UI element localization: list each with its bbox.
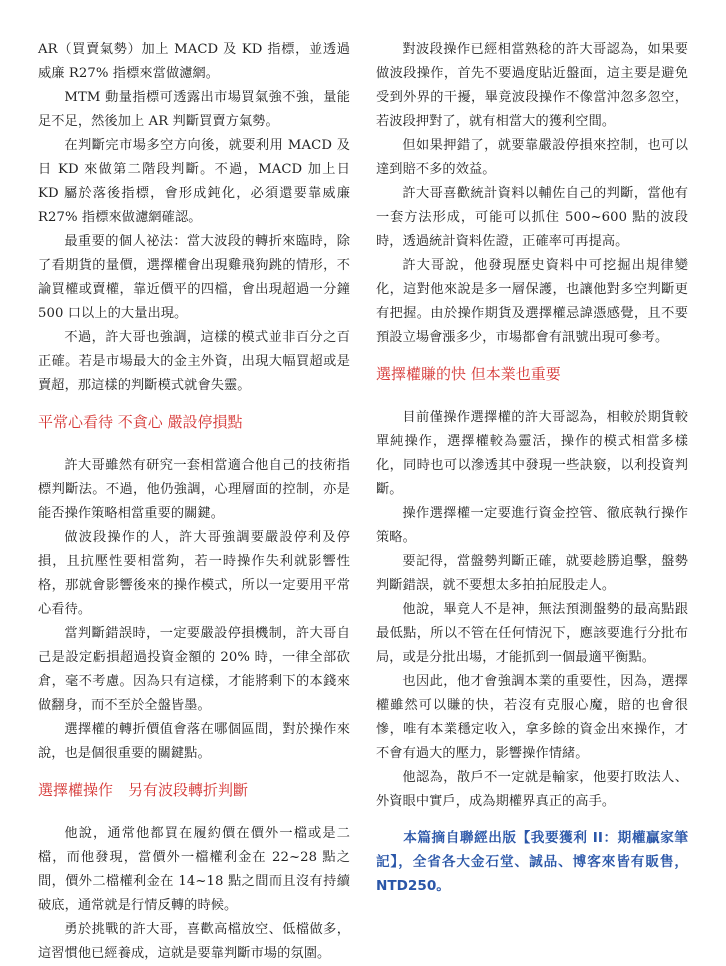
paragraph: MTM 動量指標可透露出市場買氣強不強，量能足不足，然後加上 AR 判斷買賣方氣勢。 bbox=[38, 90, 350, 129]
paragraph: 要記得，當盤勢判斷正確，就要趁勝追擊，盤勢判斷錯誤，就不要想太多拍拍屁股走人。 bbox=[376, 554, 688, 593]
section-heading-mindset: 平常心看待 不貪心 嚴設停損點 bbox=[38, 413, 243, 431]
paragraph: 他說，通常他都買在履約價在價外一檔或是二檔，而他發現，當價外一檔權利金在 22~28 點之間，價外二檔權利金在 14~18 點之間而且沒有持續破底，通常就是行情反轉的時候。 bbox=[38, 826, 350, 913]
section-heading-day-job: 選擇權賺的快 但本業也重要 bbox=[376, 365, 561, 383]
publisher-note: 本篇摘自聯經出版【我要獲利 II：期權贏家筆記】，全省各大金石堂、誠品、博客來皆有販售，NTD250。 bbox=[376, 830, 688, 894]
paragraph: 當判斷錯誤時，一定要嚴設停損機制，許大哥自己是設定虧損超過投資金額的 20% 時，一律全部砍倉，毫不考慮。因為只有這樣，才能將剩下的本錢來做翻身，而不至於全盤皆墨。 bbox=[38, 626, 350, 713]
paragraph: 不過，許大哥也強調，這樣的模式並非百分之百正確。若是市場最大的金主外資，出現大幅買超或是賣超，那這樣的判斷模式就會失靈。 bbox=[38, 330, 350, 393]
paragraph: 許大哥雖然有研究一套相當適合他自己的技術指標判斷法。不過，他仍強調，心理層面的控制，亦是能否操作策略相當重要的關鍵。 bbox=[38, 458, 350, 521]
left-column bbox=[38, 38, 350, 966]
paragraph: 對波段操作已經相當熟稔的許大哥認為，如果要做波段操作，首先不要過度貼近盤面，這主要是避免受到外界的干擾，畢竟波段操作不像當沖忽多忽空，若波段押對了，就有相當大的獲利空間。 bbox=[376, 42, 688, 129]
right-column bbox=[376, 38, 688, 898]
paragraph: 操作選擇權一定要進行資金控管、徹底執行操作策略。 bbox=[376, 506, 688, 545]
paragraph: 許大哥說，他發現歷史資料中可挖掘出規律變化，這對他來說是多一層保護，也讓他對多空判斷更有把握。由於操作期貨及選擇權忌諱憑感覺，且不要預設立場會漲多少，市場都會有訊號出現可參考。 bbox=[376, 258, 688, 345]
paragraph: 最重要的個人祕法：當大波段的轉折來臨時，除了看期貨的量價，選擇權會出現雞飛狗跳的情形，不論買權或賣權，靠近價平的四檔，會出現超過一分鐘 500 口以上的大量出現。 bbox=[38, 234, 350, 321]
paragraph: 他說，畢竟人不是神，無法預測盤勢的最高點跟最低點，所以不管在任何情況下，應該要進行分批布局，或是分批出場，才能抓到一個最適平衡點。 bbox=[376, 602, 688, 665]
paragraph: AR（買賣氣勢）加上 MACD 及 KD 指標，並透過威廉 R27% 指標來當做濾網。 bbox=[38, 42, 350, 81]
paragraph: 勇於挑戰的許大哥，喜歡高檔放空、低檔做多，這習慣他已經養成，這就是要靠判斷市場的氛圍。 bbox=[38, 922, 350, 961]
paragraph: 目前僅操作選擇權的許大哥認為，相較於期貨較單純操作，選擇權較為靈活，操作的模式相當多樣化，同時也可以滲透其中發現一些訣竅，以利投資判斷。 bbox=[376, 410, 688, 497]
paragraph: 許大哥喜歡統計資料以輔佐自己的判斷，當他有一套方法形成，可能可以抓住 500~600 點的波段時，透過統計資料佐證，正確率可再提高。 bbox=[376, 186, 688, 249]
paragraph: 他認為，散戶不一定就是輸家，他要打敗法人、外資眼中實戶，成為期權界真正的高手。 bbox=[376, 770, 688, 809]
paragraph: 也因此，他才會強調本業的重要性，因為，選擇權雖然可以賺的快，若沒有克服心魔，賠的也會很慘，唯有本業穩定收入，拿多餘的資金出來操作，才不會有過大的壓力，影響操作情緒。 bbox=[376, 674, 688, 761]
paragraph: 選擇權的轉折價值會落在哪個區間，對於操作來說，也是個很重要的關鍵點。 bbox=[38, 722, 350, 761]
section-heading-options-trading: 選擇權操作 另有波段轉折判斷 bbox=[38, 781, 249, 799]
paragraph: 做波段操作的人，許大哥強調要嚴設停利及停損，且抗壓性要相當夠，若一時操作失利就影響性格，那就會影響後來的操作模式，所以一定要用平常心看待。 bbox=[38, 530, 350, 617]
paragraph: 但如果押錯了，就要靠嚴設停損來控制，也可以達到賠不多的效益。 bbox=[376, 138, 688, 177]
paragraph: 在判斷完市場多空方向後，就要利用 MACD 及日 KD 來做第二階段判斷。不過，MACD 加上日 KD 屬於落後指標，會形成鈍化，必須還要靠威廉 R27% 指標來做濾網確認。 bbox=[38, 138, 350, 225]
